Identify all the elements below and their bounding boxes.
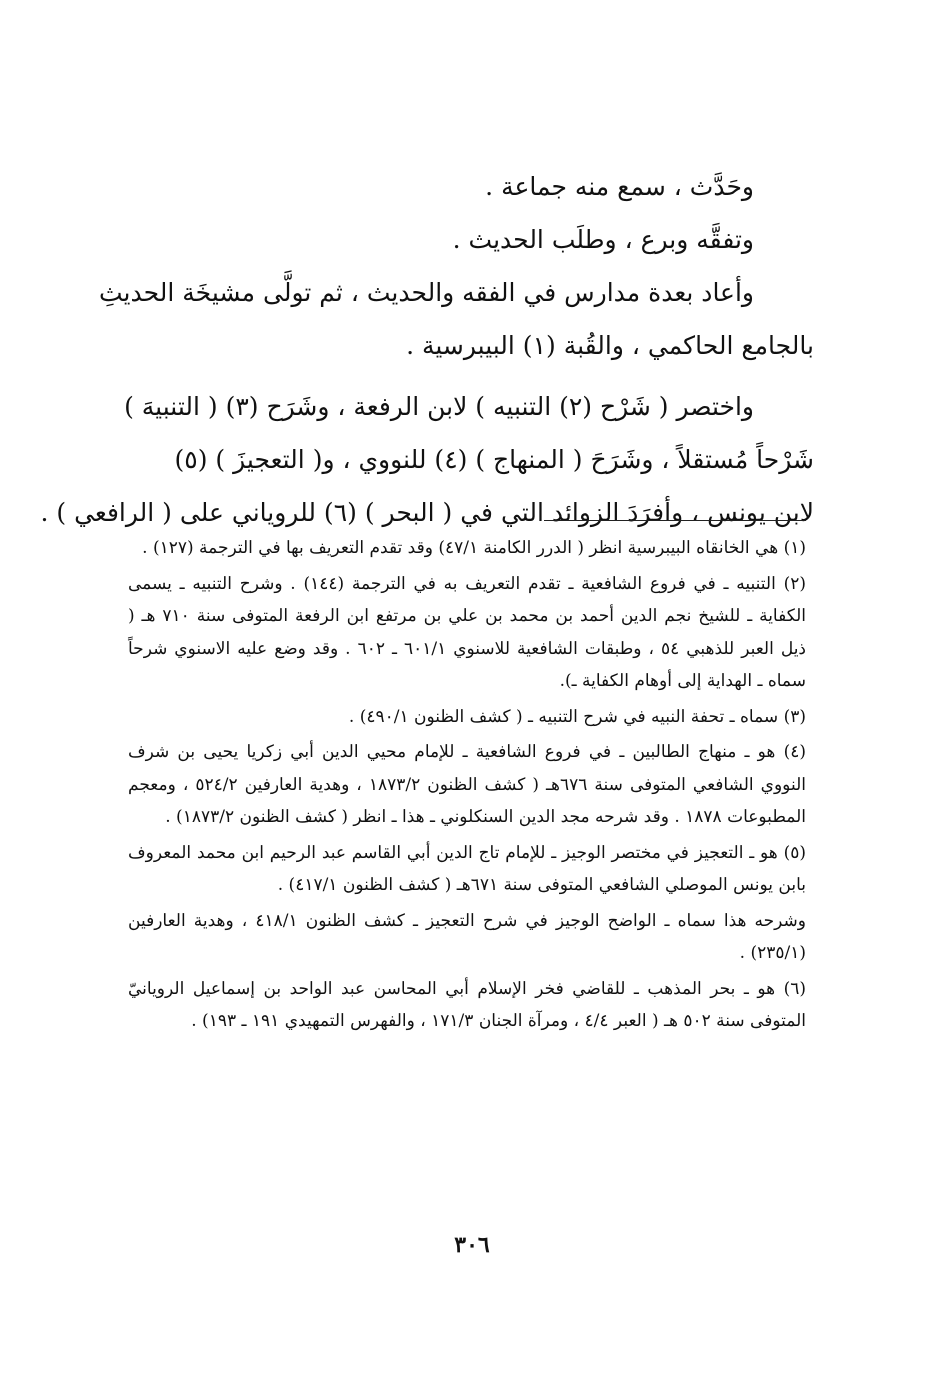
footnote-5-continued: وشرحه هذا سماه ـ الواضح الوجيز في شرح التعجيز ـ كشف الظنون ٤١٨/١ ، وهدية العارفين (٢٣٥/١) . xyxy=(128,910,806,963)
text-line: وتفقَّه وبرع ، وطلَب الحديث . xyxy=(452,225,754,254)
footnote-2: (٢) التنبيه ـ في فروع الشافعية ـ تقدم التعريف به في الترجمة (١٤٤) . وشرح التنبيه ـ يسمى الكفاية ـ للشيخ نجم الدين أحمد بن محمد بن علي بن مرتفع ابن الرفعة المتوفى سنة ٧١٠ هـ ( ذيل العبر للذهبي ٥٤ ، وطبقات الشافعية للاسنوي ٦٠١/١ ـ ٦٠٢ . وقد وضع عليه الاسنوي شرحاً سماه ـ الهداية إلى أوهام الكفاية ـ). xyxy=(128,573,807,691)
text-line: وحَدَّث ، سمع منه جماعة . xyxy=(485,172,754,201)
text-line: واختصر ( شَرْح (٢) التنبيه ) لابن الرفعة ، وشَرَح (٣) ( التنبيهَ ) xyxy=(124,392,754,421)
footnote-4: (٤) هو ـ منهاج الطالبين ـ في فروع الشافعية ـ للإمام محيي الدين أبي زكريا يحيى بن شرف النووي الشافعي المتوفى سنة ٦٧٦هـ ( كشف الظنون ١٨٧٣/٢ ، وهدية العارفين ٥٢٤/٢ ، ومعجم المطبوعات ١٨٧٨ . وقد شرحه مجد الدين السنكلوني ـ هذا ـ انظر ( كشف الظنون ١٨٧٣/٢) . xyxy=(128,742,806,827)
text-line: وأعاد بعدة مدارس في الفقه والحديث ، ثم تولَّى مشيخَة الحديثِ xyxy=(99,278,754,307)
page-number: ٣٠٦ xyxy=(454,1232,490,1258)
text-line: بالجامع الحاكمي ، والقُبة (١) البيبرسية . xyxy=(406,331,814,360)
text-line: لابن يونس ، وأفرَدَ الزوائد التي في ( البحر ) (٦) للروياني على ( الرافعي ) . xyxy=(40,498,814,527)
footnotes xyxy=(128,532,806,1038)
footnote-1: (١) هي الخانقاه البيبرسية انظر ( الدرر الكامنة ٤٧/١) وقد تقدم التعريف بها في الترجمة (١٢٧) . xyxy=(142,538,806,558)
footnote-3: (٣) سماه ـ تحفة النبيه في شرح التنبيه ـ ( كشف الظنون ٤٩٠/١) . xyxy=(348,706,806,727)
footnote-6: (٦) هو ـ بحر المذهب ـ للقاضي فخر الإسلام أبي المحاسن عبد الواحد بن إسماعيل الرويانيّ المتوفى سنة ٥٠٢ هـ ( العبر ٤/٤ ، ومرآة الجنان ١٧١/٣ ، والفهرس التمهيدي ١٩١ ـ ١٩٣) . xyxy=(128,978,806,1031)
footnote-separator xyxy=(544,520,806,521)
main-text xyxy=(40,160,814,539)
footnote-5: (٥) هو ـ التعجيز في مختصر الوجيز ـ للإمام تاج الدين أبي القاسم عبد الرحيم ابن محمد المعروف بابن يونس الموصلي الشافعي المتوفى سنة ٦٧١هـ ( كشف الظنون ٤١٧/١) . xyxy=(128,842,806,895)
text-line: شَرْحاً مُستقلاً ، وشَرَحَ ( المنهاج ) (٤) للنووي ، و( التعجيزَ ) (٥) xyxy=(174,445,814,474)
